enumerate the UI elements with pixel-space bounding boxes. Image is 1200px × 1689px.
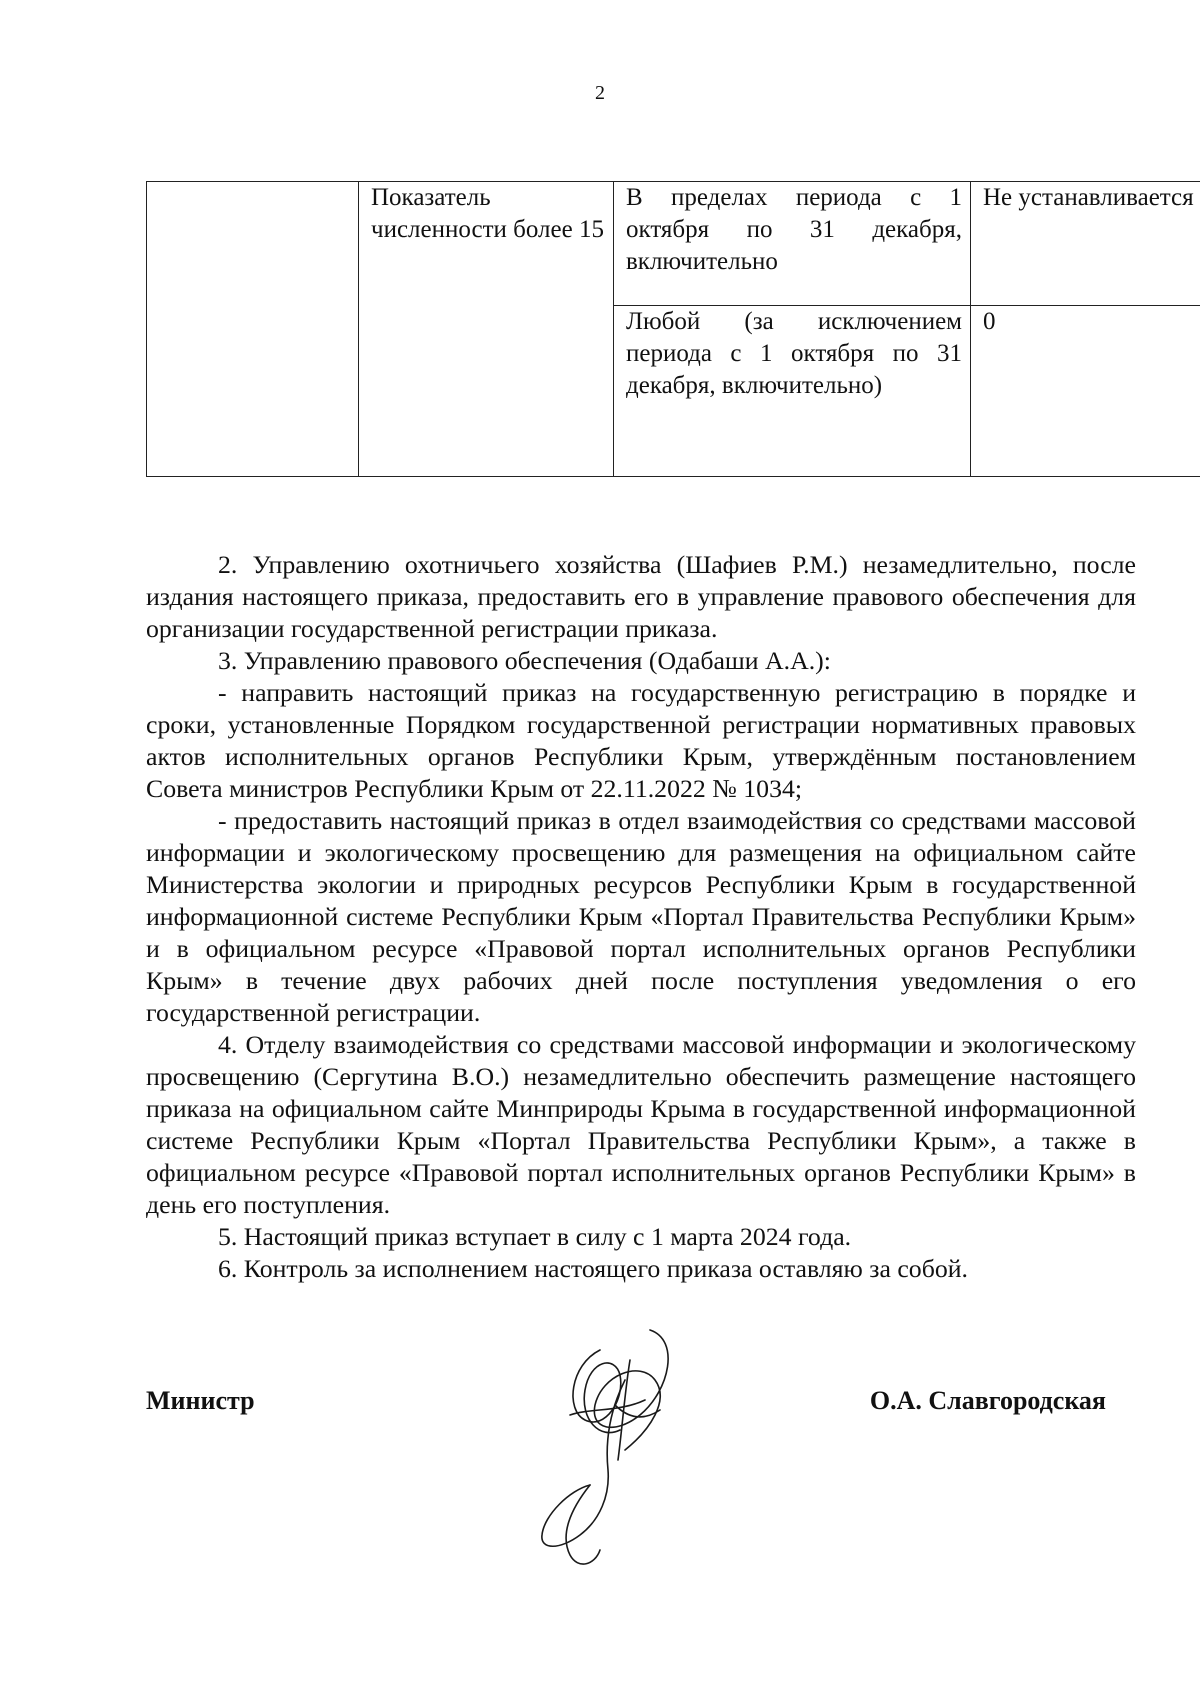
paragraph: 3. Управлению правового обеспечения (Одабаши А.А.): (218, 646, 831, 675)
table-cell: Любой (за исключением периода с 1 октября по 31 декабря, включительно) (614, 306, 971, 477)
table-cell: В пределах периода с 1 октября по 31 декабря, включительно (614, 182, 971, 306)
paragraph: 5. Настоящий приказ вступает в силу с 1 марта 2024 года. (218, 1222, 852, 1251)
paragraph: 4. Отделу взаимодействия со средствами массовой информации и экологическому просвещению (Сергутина В.О.) незамедлительно обеспечить размещение настоящего приказа на официальном сайте Минприроды Крыма в государственной информационной системе Республики Крым «Портал Правительства Республики Крым», а также в официальном ресурсе «Правовой портал исполнительных органов Республики Крым» в день его поступления. (146, 1030, 1136, 1219)
handwritten-signature (530, 1320, 700, 1580)
paragraph: - направить настоящий приказ на государственную регистрацию в порядке и сроки, установленные Порядком государственной регистрации нормативных правовых актов исполнительных органов Республики Крым, утверждённым постановлением Совета министров Республики Крым от 22.11.2022 № 1034; (146, 678, 1136, 803)
paragraph: 6. Контроль за исполнением настоящего приказа оставляю за собой. (218, 1254, 968, 1283)
signatory-title: Министр (146, 1386, 255, 1415)
table-cell (147, 182, 359, 477)
paragraph: 2. Управлению охотничьего хозяйства (Шафиев Р.М.) незамедлительно, после издания настоящего приказа, предоставить его в управление правового обеспечения для организации государственной регистрации приказа. (146, 550, 1136, 643)
paragraph: - предоставить настоящий приказ в отдел взаимодействия со средствами массовой информации и экологическому просвещению для размещения на официальном сайте Министерства экологии и природных ресурсов Республики Крым в государственной информационной системе Республики Крым «Портал Правительства Республики Крым» и в официальном ресурсе «Правовой портал исполнительных органов Республики Крым» в течение двух рабочих дней после поступления уведомления о его государственной регистрации. (146, 806, 1136, 1027)
table-cell: Показатель численности более 15 (359, 182, 614, 477)
order-body (146, 549, 1136, 1285)
signatory-name: О.А. Славгородская (869, 1386, 1106, 1415)
table-row (147, 182, 1200, 306)
criteria-table (146, 181, 1200, 477)
page-number: 2 (595, 82, 605, 104)
table-cell: Не устанавливается (971, 182, 1200, 306)
table-cell: 0 (971, 306, 1200, 477)
